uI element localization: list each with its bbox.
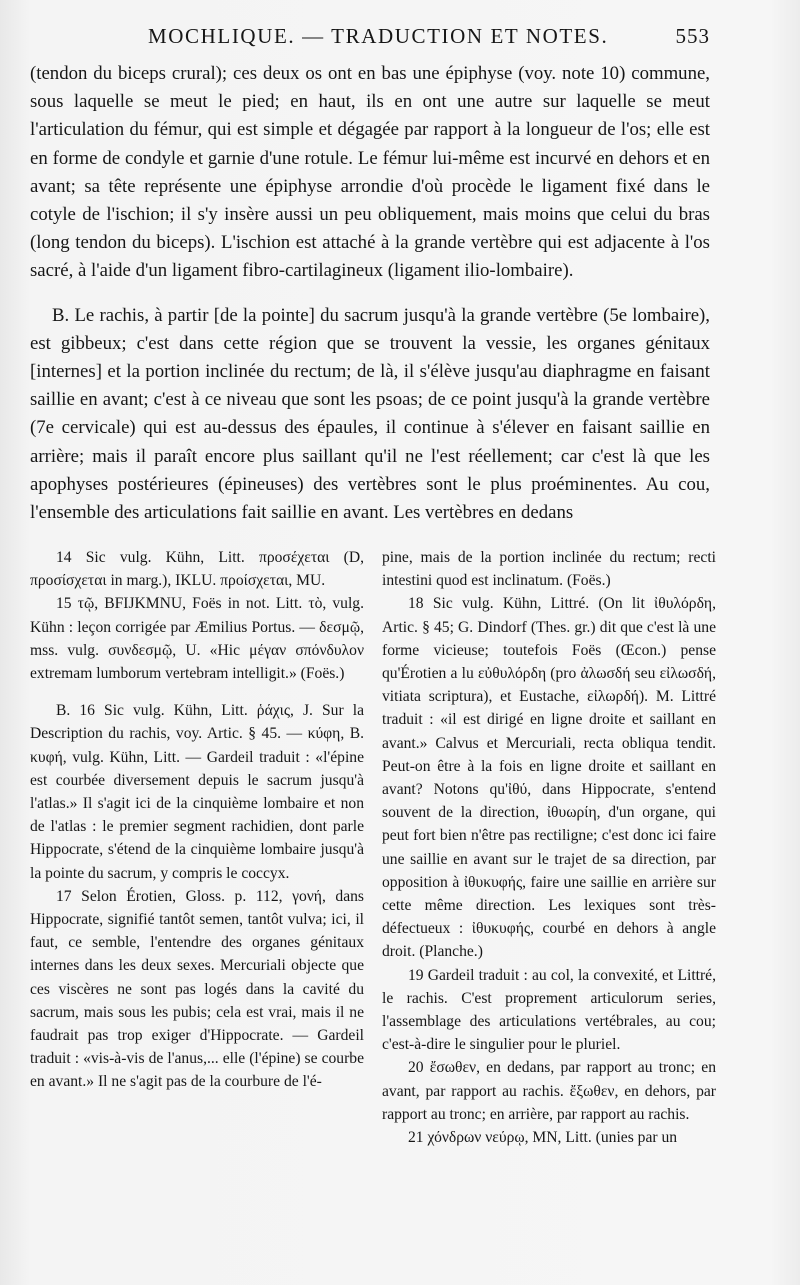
footnotes-right-column [382,546,716,1149]
paragraph-a: (tendon du biceps crural); ces deux os ont en bas une épiphyse (voy. note 10) commune, sous laquelle se meut le pied; en haut, ils en ont une autre sur laquelle se meut l'articulation du fémur, qui est simple et dégagée par rapport à la longueur de l'os; elle est en forme de condyle et garnie d'une rotule. Le fémur lui-même est incurvé en dehors et en avant; sa tête représente une épiphyse arrondie d'où procède le ligament fixé dans le cotyle de l'ischion; il s'y insère aussi un peu obliquement, mais moins que celui du bras (long tendon du biceps). L'ischion est attaché à la grande vertèbre qui est adjacente à l'os sacré, à l'aide d'un ligament fibro-cartilagineux (ligament ilio-lombaire). [30,63,710,282]
footnote-19: 19 Gardeil traduit : au col, la convexité, et Littré, le rachis. C'est proprement articulorum series, l'assemblage des articulations vertébrales, au cou; c'est-à-dire le singulier pour le pluriel. [382,966,716,1054]
footnote-16: B. 16 Sic vulg. Kühn, Litt. ῥάχις, J. Sur la Description du rachis, voy. Artic. § 45. — κύφη, B. κυφή, vulg. Kühn, Litt. — Gardeil traduit : «l'épine est courbée diversement depuis le sacrum jusqu'à l'atlas.» Il s'agit ici de la cinquième lombaire et non de l'atlas : le premier segment rachidien, dont parle Hippocrate, s'étend de la cinquième lombaire jusqu'à la pointe du sacrum, y compris le coccyx. [30,702,364,882]
footnote-21: 21 χόνδρων νεύρῳ, MN, Litt. (unies par un [408,1129,678,1147]
footnote-15: 15 τῷ, BFIJKMNU, Foës in not. Litt. τὸ, vulg. Kühn : leçon corrigée par Æmilius Portus. — δεσμῷ, mss. vulg. συνδεσμῷ, U. «Hic μέγαν σπόνδυλον extremam lumborum vertebram intelligit.» (Foës.) [30,595,364,683]
footnote-20: 20 ἔσωθεν, en dedans, par rapport au tronc; en avant, par rapport au rachis. ἔξωθεν, en dehors, par rapport au tronc; en arrière, par rapport au rachis. [382,1059,716,1123]
footnote-17-continued: pine, mais de la portion inclinée du rectum; recti intestini quod est inclinatum. (Foës.) [382,549,716,590]
footnotes [30,546,716,1149]
running-title: MOCHLIQUE. — TRADUCTION ET NOTES. [148,24,609,48]
footnotes-left-column [30,546,364,1149]
page-header [30,24,710,58]
footnote-17: 17 Selon Érotien, Gloss. p. 112, γονή, dans Hippocrate, signifié tantôt semen, tantôt vulva; ici, il faut, ce semble, l'entendre des organes génitaux internes dans les deux sexes. Mercuriali objecte que ces viscères ne sont pas logés dans la cavité du sacrum, mais sous les pubis; cela est vrai, mais il ne faudrait pas trop exiger d'Hippocrate. — Gardeil traduit : «vis-à-vis de l'anus,... elle (l'épine) se courbe en avant.» Il ne s'agit pas de la courbure de l'é- [30,887,364,1091]
footnote-18: 18 Sic vulg. Kühn, Littré. (On lit ἰθυλόρδη, Artic. § 45; G. Dindorf (Thes. gr.) dit que c'est là une forme vicieuse; toutefois Foës (Œcon.) pense qu'Érotien a lu εὐθυλόρδη (pro ἀλωσδή seu εἰλωσδή, vitiata scriptura), et Eustache, εἰλωρδή). M. Littré traduit : «il est dirigé en ligne droite et saillant en avant.» Calvus et Mercuriali, recta obliqua tendit. Peut-on être à la fois en ligne droite et saillant en avant? Notons qu'ἰθύ, dans Hippocrate, s'entend souvent de la direction, ἰθυωρίη, d'un organe, qui peut fort bien n'être pas rectiligne; c'est donc ici faire une saillie en avant sur le trajet de sa direction, par opposition à ἰθυκυφής, faire une saillie en arrière sur cette même direction. Les lexiques sont très-défectueux : ἰθυκυφής, courbé en dehors à angle droit. (Planche.) [382,595,716,961]
paragraph-b: B. Le rachis, à partir [de la pointe] du sacrum jusqu'à la grande vertèbre (5e lombaire), est gibbeux; c'est dans cette région que se trouvent la vessie, les organes génitaux [internes] et la portion inclinée du rectum; de là, il s'élève jusqu'au diaphragme en faisant saillie en avant; c'est à ce niveau que sont les psoas; de ce point jusqu'à la grande vertèbre (7e cervicale) qui est au-dessus des épaules, il continue à s'élever en faisant saillie en arrière; mais il paraît encore plus saillant qu'il ne l'est réellement; car c'est là que les apophyses postérieures (épineuses) des vertèbres sont le plus proéminentes. Au cou, l'ensemble des articulations fait saillie en avant. Les vertèbres en dedans [30,304,710,524]
main-text [30,60,710,527]
footnote-14: 14 Sic vulg. Kühn, Litt. προσέχεται (D, προσίσχεται in marg.), IKLU. προίσχεται, MU. [30,549,364,590]
page-number: 553 [675,24,710,48]
